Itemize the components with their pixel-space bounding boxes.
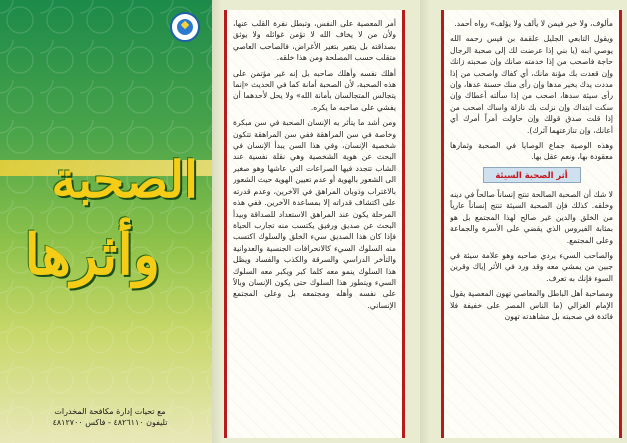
right-column [450,18,613,432]
cover-panel [0,0,212,443]
right-text-panel [441,10,622,438]
middle-text-panel [224,10,405,438]
middle-paragraph: ومن أشد ما يتأثر به الإنسان الصحبة في سن مبكرة وخاصة في سن المراهقة ففي سن المراهقة تتكون شخصية الإنسان، وفي هذا السن يبدأ الإنسان في البحث عن هوية الشخصية وهي نقلة نفسية عند الشاب تتجدد فيها الصراعات التي عاشها وهو صغير الى الشعور بالهوية أو عدم تعيين الهوية حيث الشعور بالاغتراب وذوبان المراهق في الآخرين، وعدم قدرته على اكتشاف قدراته إلا بمساعدة الآخرين. ففي هذه المرحلة يكون عند المراهق الاستعداد للصداقة وبيدأ البحث عن صديق ورفيق يكتسب منه تجارب الحياة فإذا كان هذا الصديق سيء الخلق والسلوك اكتسب منه السلوك السيء كالانحرافات الجنسية والعدوانية والتأخر الدراسي والسرقة والكذب والفساد ويظل هذا السلوك ينمو معه كلما كبر ويكبر معه السلوك السيء ويتطور هذا السلوك حتى يكون الإنسان وبالاً على نفسه وأهله ومجتمعه بل وعلى المجتمع الإنساني. [233,118,396,310]
right-paragraph: لا شك أن الصحبة الصالحة تنتج إنساناً صالحاً في دينه وخلقه. كذلك فإن الصحبة السيئة تنتج إنساناً عارياً من الخلق والدين غير صالح لهذا المجتمع بل هو بمثابة الفيروس الذي يقضي على الأسرة والجماعة وعلى المجتمع. [450,189,613,245]
middle-paragraph: أهلك نفسه وأهلك صاحبه بل إنه غير مؤتمن على هذه الصحبة، لأن الصحبة أمانة كما في الحديث «إنما يتجالس المتجالسان بأمانة الله» ولا يحل لأحدهما أن يفشي على صاحبه ما يكره. [233,68,396,112]
middle-paragraph: أمر المعصية على النفس، وتبطل نفرة القلب عنها، ولأن من لا يخاف الله لا تؤمن غوائله ولا يوثق بصداقته بل يتغير بتغير الأغراض، فالصاحب العاصي متقلب حسب المصلحة ومن هذا خلقه. [233,19,396,63]
middle-column [233,18,396,432]
fold-shadow [212,0,222,443]
cover-title-line2: وأثرها [24,222,160,288]
cover-title-line1: الصحبة [51,150,198,209]
credit-contact: تليفون ٤٨٢٦١١٠ - فاكس ٤٨١٢٧٠٠ [52,417,168,427]
right-paragraph: وهذه الوصية جماع الوصايا في الصحبة وثمارها معقودة بها، ونعم عقل بها. [450,141,613,162]
right-paragraph: مألوف، ولا خير فيمن لا يألف ولا يؤلف» رواه أحمد. [454,19,613,28]
right-paragraph: ومصاحبة أهل الباطل والمعاصي تهون المعصية يقول الإمام الغزالي (ما الناس المصر على خفيفة فلا فائدة في صحبته بل مشاهدته تهون [450,289,613,321]
right-paragraph: والصاحب السيء يردي صاحبه وهو علامة سيئة في جبين من يمشي معه وقد ورد في الأثر إياك وقرين السوء فإنك به تعرف. [450,250,613,283]
fold-shadow [420,0,430,443]
section-heading: أثر الصحبة السيئة [483,167,581,183]
right-paragraph: ويقول التابعي الجليل علقمة بن قيس رحمه الله يوصي ابنه (يا بني إذا عرضت لك إلى صحبة الرجال حاجة فاصحب من إذا خدمته صانك وإن صحبته زانك وإن قعدت بك مؤنة مانك، أي كفاك واصحب من إذا مددت يدك بخير مدها وإن رأى منك حسنة عدها، وإن رأى سيئة سدها، اصحب من إذا سألته أعطاك وإن سكت ابتداك وإن نزلت بك نازلة واساك اصحب من إذا قلت صدق قولك وإن حاولت أمراً أمرك أي أعانك، وإن تنازعتهما آثرك). [450,34,613,135]
emblem-icon [170,12,200,42]
credit-organization: مع تحيات إدارة مكافحة المخدرات [54,407,166,416]
cover-credit [20,407,200,429]
